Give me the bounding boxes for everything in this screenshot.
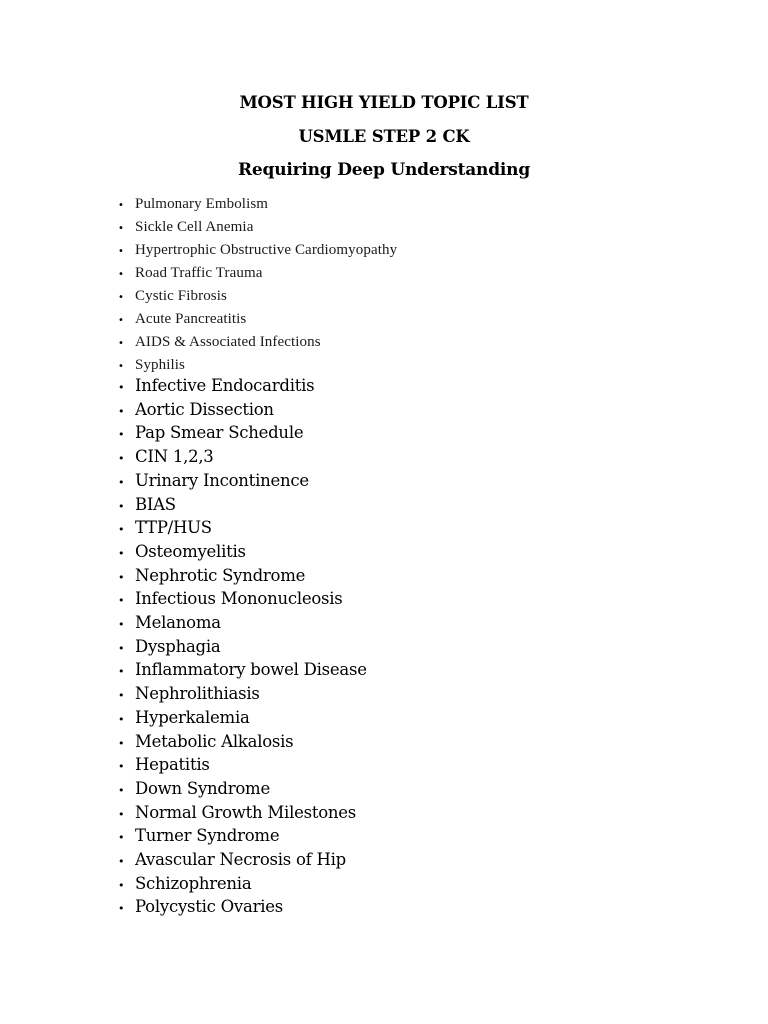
topic-label: Hypertrophic Obstructive Cardiomyopathy [135,242,398,258]
topic-list-item [0,684,700,707]
topic-list-item [0,542,700,565]
topic-list-item [0,218,700,241]
topic-label: TTP/HUS [135,518,212,537]
topic-list-item [0,874,700,897]
topic-list-item [0,803,700,826]
topic-list-item [0,241,700,264]
topic-label: Road Traffic Trauma [135,265,263,281]
bullet-icon: • [118,902,125,915]
topic-list-item [0,566,700,589]
bullet-icon: • [118,452,125,465]
topic-list-item [0,447,700,470]
topic-label: Nephrolithiasis [135,684,260,703]
bullet-icon: • [118,713,125,726]
topic-list-item [0,613,700,636]
topic-list-item [0,310,700,333]
bullet-icon: • [118,381,125,394]
topic-label: Melanoma [135,613,221,632]
topic-list-item [0,637,700,660]
topic-list-item [0,471,700,494]
topic-list-item [0,660,700,683]
topic-list-item [0,755,700,778]
topic-list-item [0,708,700,731]
topic-label: Normal Growth Milestones [135,803,356,822]
topic-label: CIN 1,2,3 [135,447,214,466]
topic-label: Urinary Incontinence [135,471,309,490]
topic-list-item [0,850,700,873]
topic-label: AIDS & Associated Infections [135,334,321,350]
topic-label: Avascular Necrosis of Hip [135,850,346,869]
topic-list-item [0,195,700,218]
topic-label: Turner Syndrome [135,826,280,845]
bullet-icon: • [118,223,124,234]
topic-label: Hyperkalemia [135,708,250,727]
topic-label: Dysphagia [135,637,221,656]
topic-list-item [0,376,700,399]
document-subtitle: USMLE STEP 2 CK [298,127,470,146]
bullet-icon: • [118,500,125,513]
topic-label: Polycystic Ovaries [135,897,283,916]
topic-list-item [0,333,700,356]
bullet-icon: • [118,642,125,655]
bullet-icon: • [118,338,124,349]
bullet-icon: • [118,879,125,892]
bullet-icon: • [118,855,125,868]
bullet-icon: • [118,689,125,702]
bullet-icon: • [118,269,124,280]
topic-label: Metabolic Alkalosis [135,732,294,751]
topic-label: Sickle Cell Anemia [135,219,254,235]
topic-label: Inflammatory bowel Disease [135,660,367,679]
bullet-icon: • [118,594,125,607]
topic-label: Infectious Mononucleosis [135,589,343,608]
bullet-icon: • [118,405,125,418]
bullet-icon: • [118,547,125,560]
bullet-icon: • [118,808,125,821]
topic-label: BIAS [135,495,176,514]
bullet-icon: • [118,831,125,844]
topic-label: Syphilis [135,357,185,373]
bullet-icon: • [118,315,124,326]
bullet-icon: • [118,361,124,372]
bullet-icon: • [118,618,125,631]
topic-list-item [0,826,700,849]
topic-label: Osteomyelitis [135,542,246,561]
topic-list-item [0,732,700,755]
topic-label: Down Syndrome [135,779,270,798]
topic-list-item [0,287,700,310]
topic-label: Cystic Fibrosis [135,288,227,304]
topic-label: Pap Smear Schedule [135,423,304,442]
topic-list-item [0,264,700,287]
bullet-icon: • [118,523,125,536]
topic-list-item [0,897,700,920]
topic-label: Infective Endocarditis [135,376,315,395]
topic-list-item [0,423,700,446]
bullet-icon: • [118,246,124,257]
topic-label: Acute Pancreatitis [135,311,247,327]
topic-list-item [0,589,700,612]
bullet-icon: • [118,292,124,303]
bullet-icon: • [118,476,125,489]
bullet-icon: • [118,571,125,584]
topic-list-item [0,495,700,518]
bullet-icon: • [118,428,125,441]
bullet-icon: • [118,760,125,773]
bullet-icon: • [118,200,124,211]
topic-list-item [0,779,700,802]
topic-label: Nephrotic Syndrome [135,566,306,585]
document-title: MOST HIGH YIELD TOPIC LIST [239,93,529,112]
topic-list-item [0,518,700,541]
topic-label: Aortic Dissection [135,400,274,419]
topic-label: Schizophrenia [135,874,252,893]
bullet-icon: • [118,737,125,750]
bullet-icon: • [118,784,125,797]
topic-label: Pulmonary Embolism [135,196,269,212]
topic-list-item [0,400,700,423]
topic-label: Hepatitis [135,755,210,774]
section-heading: Requiring Deep Understanding [237,160,531,180]
bullet-icon: • [118,665,125,678]
